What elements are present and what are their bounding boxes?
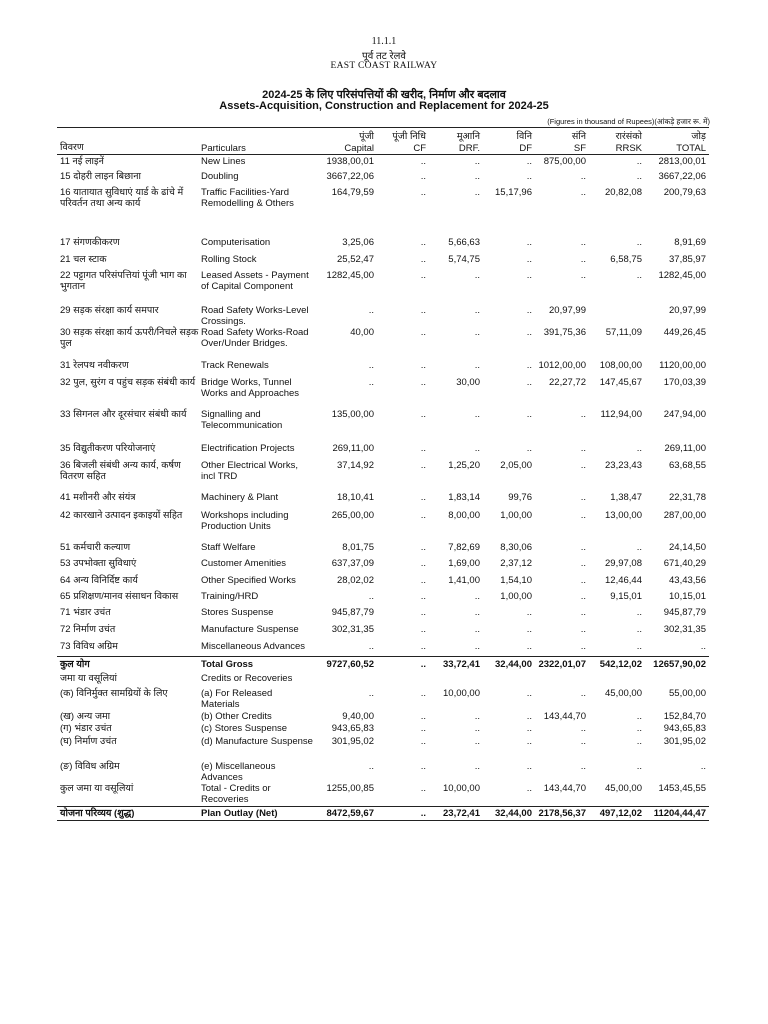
col-rrsk-hindi: रारंसंको bbox=[615, 131, 642, 142]
cell-df: .. bbox=[526, 641, 532, 652]
cell-capital: 269,11,00 bbox=[332, 443, 374, 454]
cell-df: 2,05,00 bbox=[500, 460, 532, 471]
cell-cf: .. bbox=[420, 270, 426, 281]
cell-df: 1,00,00 bbox=[500, 591, 532, 602]
row-hindi-desc: 29 सड़क संरक्षा कार्य समपार bbox=[60, 305, 159, 316]
cell-drf: .. bbox=[474, 443, 480, 454]
cell-sf: .. bbox=[580, 558, 586, 569]
cell-sf: .. bbox=[580, 270, 586, 281]
cell-rrsk: 20,82,08 bbox=[605, 187, 642, 198]
cell-sf: .. bbox=[580, 688, 586, 699]
cell-capital: .. bbox=[368, 377, 374, 388]
row-particulars: Computerisation bbox=[201, 237, 271, 248]
cell-sf: .. bbox=[580, 409, 586, 420]
cell-sf: 1012,00,00 bbox=[538, 360, 586, 371]
col-particulars: Particulars bbox=[201, 143, 246, 154]
cell-df: 1,54,10 bbox=[500, 575, 532, 586]
cell-capital: 637,37,09 bbox=[331, 558, 374, 569]
cell-capital: 3,25,06 bbox=[342, 237, 374, 248]
col-total: TOTAL bbox=[676, 143, 706, 154]
cell-drf: .. bbox=[474, 624, 480, 635]
cell-total: 43,43,56 bbox=[669, 575, 706, 586]
cell-cf: .. bbox=[420, 360, 426, 371]
cell-drf: .. bbox=[474, 761, 480, 772]
cell-cf: .. bbox=[420, 460, 426, 471]
cell-total: 302,31,35 bbox=[663, 624, 706, 635]
col-cf-hindi: पूंजी निधि bbox=[392, 131, 426, 142]
cell-cf: .. bbox=[420, 575, 426, 586]
cell-rrsk: .. bbox=[636, 736, 642, 747]
cell-rrsk: 13,00,00 bbox=[605, 510, 642, 521]
cell-sf: .. bbox=[580, 237, 586, 248]
row-particulars: Total Gross bbox=[201, 659, 254, 670]
row-particulars: Total - Credits or Recoveries bbox=[201, 783, 271, 805]
cell-sf: .. bbox=[580, 575, 586, 586]
cell-df: .. bbox=[526, 624, 532, 635]
cell-drf: 8,00,00 bbox=[448, 510, 480, 521]
cell-rrsk: .. bbox=[636, 270, 642, 281]
cell-drf: 1,69,00 bbox=[448, 558, 480, 569]
cell-rrsk: 45,00,00 bbox=[605, 783, 642, 794]
cell-capital: 164,79,59 bbox=[331, 187, 374, 198]
cell-cf: .. bbox=[420, 542, 426, 553]
cell-rrsk: .. bbox=[636, 624, 642, 635]
cell-total: 287,00,00 bbox=[663, 510, 706, 521]
col-capital: Capital bbox=[344, 143, 374, 154]
cell-sf: .. bbox=[580, 624, 586, 635]
cell-cf: .. bbox=[420, 305, 426, 316]
cell-sf: 143,44,70 bbox=[543, 783, 586, 794]
row-hindi-desc: 17 संगणकीकरण bbox=[60, 237, 120, 248]
cell-rrsk: 29,97,08 bbox=[605, 558, 642, 569]
row-particulars: Doubling bbox=[201, 171, 239, 182]
cell-sf: 20,97,99 bbox=[549, 305, 586, 316]
row-hindi-desc: कुल योग bbox=[60, 659, 90, 670]
row-particulars: Electrification Projects bbox=[201, 443, 295, 454]
cell-capital: 1255,00,85 bbox=[326, 783, 374, 794]
cell-total: 1282,45,00 bbox=[658, 270, 706, 281]
cell-total: 301,95,02 bbox=[663, 736, 706, 747]
cell-cf: .. bbox=[420, 492, 426, 503]
cell-drf: 30,00 bbox=[456, 377, 480, 388]
cell-total: 12657,90,02 bbox=[653, 659, 706, 670]
cell-drf: .. bbox=[474, 591, 480, 602]
cell-total: 22,31,78 bbox=[669, 492, 706, 503]
plan-outlay-rule bbox=[57, 806, 709, 807]
cell-df: 99,76 bbox=[508, 492, 532, 503]
row-hindi-desc: 51 कर्मचारी कल्याण bbox=[60, 542, 131, 553]
cell-total: 20,97,99 bbox=[669, 305, 706, 316]
cell-drf: .. bbox=[474, 409, 480, 420]
col-cf: CF bbox=[413, 143, 426, 154]
cell-rrsk: .. bbox=[636, 443, 642, 454]
cell-cf: .. bbox=[420, 510, 426, 521]
cell-total: .. bbox=[700, 761, 706, 772]
cell-rrsk: .. bbox=[636, 171, 642, 182]
cell-total: 945,87,79 bbox=[663, 607, 706, 618]
row-particulars: Miscellaneous Advances bbox=[201, 641, 306, 652]
row-hindi-desc: 11 नई लाइनें bbox=[60, 156, 104, 167]
row-hindi-desc: 42 कारखाने उत्पादन इकाइयों सहित bbox=[60, 510, 183, 521]
cell-cf: .. bbox=[420, 591, 426, 602]
cell-cf: .. bbox=[420, 736, 426, 747]
units-note: (Figures in thousand of Rupees)(आंकड़े हजार रू. में) bbox=[547, 117, 710, 126]
cell-cf: .. bbox=[420, 409, 426, 420]
cell-total: 2813,00,01 bbox=[658, 156, 706, 167]
row-hindi-desc: 73 विविध अग्रिम bbox=[60, 641, 118, 652]
row-hindi-desc: 22 पट्टागत परिसंपत्तियां पूंजी भाग का भुगतान bbox=[60, 270, 187, 292]
cell-df: .. bbox=[526, 171, 532, 182]
cell-cf: .. bbox=[420, 254, 426, 265]
cell-cf: .. bbox=[420, 624, 426, 635]
row-particulars: Staff Welfare bbox=[201, 542, 256, 553]
cell-capital: 28,02,02 bbox=[337, 575, 374, 586]
cell-sf: .. bbox=[580, 641, 586, 652]
row-hindi-desc: (ख) अन्य जमा bbox=[60, 711, 111, 722]
cell-cf: .. bbox=[420, 723, 426, 734]
row-hindi-desc: योजना परिव्यय (शुद्ध) bbox=[60, 808, 135, 819]
row-hindi-desc: 41 मशीनरी और संयंत्र bbox=[60, 492, 136, 503]
col-drf: DRF. bbox=[458, 143, 480, 154]
cell-sf: 2178,56,37 bbox=[538, 808, 586, 819]
cell-df: 2,37,12 bbox=[500, 558, 532, 569]
col-sf: SF bbox=[573, 143, 586, 154]
row-particulars: Other Electrical Works, incl TRD bbox=[201, 460, 298, 482]
cell-rrsk: 1,38,47 bbox=[610, 492, 642, 503]
cell-cf: .. bbox=[420, 783, 426, 794]
cell-cf: .. bbox=[420, 171, 426, 182]
cell-capital: 9727,60,52 bbox=[326, 659, 374, 670]
row-particulars: Stores Suspense bbox=[201, 607, 274, 618]
title-hindi: 2024-25 के लिए परिसंपत्तियों की खरीद, निर्माण और बदलाव bbox=[262, 89, 506, 101]
row-hindi-desc: 15 दोहरी लाइन बिछाना bbox=[60, 171, 141, 182]
cell-total: 3667,22,06 bbox=[658, 171, 706, 182]
cell-capital: 945,87,79 bbox=[331, 607, 374, 618]
cell-capital: 302,31,35 bbox=[331, 624, 374, 635]
cell-df: .. bbox=[526, 327, 532, 338]
cell-df: .. bbox=[526, 360, 532, 371]
cell-drf: 1,41,00 bbox=[448, 575, 480, 586]
cell-sf: 875,00,00 bbox=[543, 156, 586, 167]
cell-capital: 943,65,83 bbox=[331, 723, 374, 734]
cell-drf: .. bbox=[474, 723, 480, 734]
cell-rrsk: 57,11,09 bbox=[605, 327, 642, 338]
cell-df: 8,30,06 bbox=[500, 542, 532, 553]
cell-total: 37,85,97 bbox=[669, 254, 706, 265]
row-particulars: Signalling and Telecommunication bbox=[201, 409, 283, 431]
cell-total: 152,84,70 bbox=[663, 711, 706, 722]
row-hindi-desc: 21 चल स्टाक bbox=[60, 254, 107, 265]
cell-drf: .. bbox=[474, 360, 480, 371]
total-gross-rule bbox=[57, 656, 709, 657]
cell-df: .. bbox=[526, 377, 532, 388]
cell-rrsk: 12,46,44 bbox=[605, 575, 642, 586]
row-particulars: Workshops including Production Units bbox=[201, 510, 289, 532]
row-hindi-desc: 72 निर्माण उचंत bbox=[60, 624, 116, 635]
cell-rrsk: 23,23,43 bbox=[605, 460, 642, 471]
cell-rrsk: .. bbox=[636, 711, 642, 722]
cell-drf: 1,25,20 bbox=[448, 460, 480, 471]
cell-capital: .. bbox=[368, 688, 374, 699]
row-particulars: Credits or Recoveries bbox=[201, 673, 293, 684]
cell-rrsk: .. bbox=[636, 607, 642, 618]
col-hindi-desc: विवरण bbox=[60, 142, 84, 153]
cell-sf: .. bbox=[580, 591, 586, 602]
cell-total: 55,00,00 bbox=[669, 688, 706, 699]
cell-capital: 37,14,92 bbox=[337, 460, 374, 471]
cell-sf: .. bbox=[580, 607, 586, 618]
col-total-hindi: जोड़ bbox=[691, 131, 706, 142]
cell-sf: .. bbox=[580, 443, 586, 454]
row-hindi-desc: 16 यातायात सुविधाएं यार्ड के ढांचे में परिवर्तन तथा अन्य कार्य bbox=[60, 187, 184, 209]
cell-drf: 10,00,00 bbox=[443, 688, 480, 699]
cell-capital: 135,00,00 bbox=[331, 409, 374, 420]
row-hindi-desc: (ग) भंडार उचंत bbox=[60, 723, 112, 734]
cell-capital: 25,52,47 bbox=[337, 254, 374, 265]
table-bottom-rule bbox=[57, 820, 709, 821]
cell-total: 200,79,63 bbox=[663, 187, 706, 198]
cell-drf: .. bbox=[474, 327, 480, 338]
cell-df: .. bbox=[526, 783, 532, 794]
cell-drf: .. bbox=[474, 171, 480, 182]
cell-sf: .. bbox=[580, 510, 586, 521]
cell-rrsk: 542,12,02 bbox=[599, 659, 642, 670]
cell-cf: .. bbox=[420, 607, 426, 618]
cell-drf: 1,83,14 bbox=[448, 492, 480, 503]
row-hindi-desc: 64 अन्य विनिर्दिष्ट कार्य bbox=[60, 575, 138, 586]
cell-total: 247,94,00 bbox=[663, 409, 706, 420]
row-hindi-desc: 31 रेलपथ नवीकरण bbox=[60, 360, 129, 371]
cell-drf: .. bbox=[474, 270, 480, 281]
row-particulars: Manufacture Suspense bbox=[201, 624, 299, 635]
cell-drf: .. bbox=[474, 711, 480, 722]
cell-capital: 18,10,41 bbox=[337, 492, 374, 503]
row-hindi-desc: (ङ) विविध अग्रिम bbox=[60, 761, 120, 772]
cell-capital: 8,01,75 bbox=[342, 542, 374, 553]
cell-drf: 10,00,00 bbox=[443, 783, 480, 794]
col-rrsk: RRSK bbox=[615, 143, 642, 154]
cell-drf: 23,72,41 bbox=[443, 808, 480, 819]
row-hindi-desc: 35 विद्युतीकरण परियोजनाएं bbox=[60, 443, 156, 454]
cell-total: 24,14,50 bbox=[669, 542, 706, 553]
cell-cf: .. bbox=[420, 711, 426, 722]
cell-capital: 1282,45,00 bbox=[326, 270, 374, 281]
cell-capital: 265,00,00 bbox=[331, 510, 374, 521]
cell-drf: .. bbox=[474, 607, 480, 618]
cell-df: .. bbox=[526, 409, 532, 420]
row-particulars: Plan Outlay (Net) bbox=[201, 808, 278, 819]
cell-total: 943,65,83 bbox=[663, 723, 706, 734]
row-particulars: (c) Stores Suspense bbox=[201, 723, 288, 734]
cell-capital: 3667,22,06 bbox=[326, 171, 374, 182]
cell-capital: .. bbox=[368, 360, 374, 371]
cell-drf: 33,72,41 bbox=[443, 659, 480, 670]
row-hindi-desc: जमा या वसूलियां bbox=[60, 673, 118, 684]
cell-drf: .. bbox=[474, 736, 480, 747]
cell-sf: 391,75,36 bbox=[543, 327, 586, 338]
cell-rrsk: 497,12,02 bbox=[599, 808, 642, 819]
cell-capital: 301,95,02 bbox=[331, 736, 374, 747]
cell-cf: .. bbox=[420, 808, 426, 819]
cell-df: .. bbox=[526, 237, 532, 248]
cell-drf: .. bbox=[474, 187, 480, 198]
row-hindi-desc: 32 पुल, सुरंग व पहुंच सड़क संबंधी कार्य bbox=[60, 377, 196, 388]
cell-capital: 40,00 bbox=[350, 327, 374, 338]
row-particulars: Road Safety Works-Road Over/Under Bridges. bbox=[201, 327, 309, 349]
cell-cf: .. bbox=[420, 659, 426, 670]
cell-sf: .. bbox=[580, 542, 586, 553]
cell-total: 170,03,39 bbox=[663, 377, 706, 388]
cell-sf: .. bbox=[580, 761, 586, 772]
header-bottom-rule bbox=[57, 154, 709, 155]
row-particulars: (a) For Released Materials bbox=[201, 688, 273, 710]
cell-capital: .. bbox=[368, 641, 374, 652]
row-particulars: Track Renewals bbox=[201, 360, 269, 371]
cell-rrsk: 6,58,75 bbox=[610, 254, 642, 265]
cell-df: 15,17,96 bbox=[495, 187, 532, 198]
cell-df: .. bbox=[526, 270, 532, 281]
row-particulars: Other Specified Works bbox=[201, 575, 296, 586]
cell-sf: 22,27,72 bbox=[549, 377, 586, 388]
row-hindi-desc: 33 सिगनल और दूरसंचार संबंधी कार्य bbox=[60, 409, 187, 420]
cell-rrsk: 9,15,01 bbox=[610, 591, 642, 602]
cell-rrsk: 112,94,00 bbox=[600, 409, 642, 420]
cell-rrsk: .. bbox=[636, 641, 642, 652]
cell-total: 671,40,29 bbox=[663, 558, 706, 569]
row-particulars: Machinery & Plant bbox=[201, 492, 279, 503]
railway-name-english: EAST COAST RAILWAY bbox=[330, 61, 438, 71]
cell-rrsk: .. bbox=[636, 237, 642, 248]
row-hindi-desc: 30 सड़क संरक्षा कार्य ऊपरी/निचले सड़क पुल bbox=[60, 327, 199, 349]
cell-df: .. bbox=[526, 443, 532, 454]
cell-rrsk: .. bbox=[636, 542, 642, 553]
cell-capital: 9,40,00 bbox=[342, 711, 374, 722]
cell-cf: .. bbox=[420, 327, 426, 338]
row-particulars: Traffic Facilities-Yard Remodelling & Others bbox=[201, 187, 294, 209]
cell-drf: 5,66,63 bbox=[448, 237, 480, 248]
cell-cf: .. bbox=[420, 761, 426, 772]
cell-capital: 8472,59,67 bbox=[326, 808, 374, 819]
cell-total: 8,91,69 bbox=[674, 237, 706, 248]
cell-total: .. bbox=[700, 641, 706, 652]
row-hindi-desc: 53 उपभोक्ता सुविधाएं bbox=[60, 558, 137, 569]
cell-cf: .. bbox=[420, 237, 426, 248]
railway-name-hindi: पूर्व तट रेलवे bbox=[362, 51, 406, 62]
cell-df: .. bbox=[526, 723, 532, 734]
cell-sf: .. bbox=[580, 460, 586, 471]
row-hindi-desc: (क) विनिर्मुक्त सामग्रियों के लिए bbox=[60, 688, 168, 699]
cell-capital: .. bbox=[368, 761, 374, 772]
cell-drf: .. bbox=[474, 641, 480, 652]
cell-cf: .. bbox=[420, 688, 426, 699]
cell-df: 32,44,00 bbox=[495, 659, 532, 670]
cell-df: 1,00,00 bbox=[500, 510, 532, 521]
cell-total: 10,15,01 bbox=[669, 591, 706, 602]
row-particulars: (e) Miscellaneous Advances bbox=[201, 761, 276, 783]
cell-total: 1120,00,00 bbox=[659, 360, 706, 371]
cell-capital: .. bbox=[368, 591, 374, 602]
col-sf-hindi: संनि bbox=[571, 131, 586, 142]
cell-df: .. bbox=[526, 305, 532, 316]
cell-rrsk: .. bbox=[636, 761, 642, 772]
cell-df: .. bbox=[526, 156, 532, 167]
row-hindi-desc: (घ) निर्माण उचंत bbox=[60, 736, 117, 747]
cell-df: .. bbox=[526, 761, 532, 772]
cell-sf: .. bbox=[580, 254, 586, 265]
cell-rrsk: .. bbox=[636, 156, 642, 167]
row-particulars: Training/HRD bbox=[201, 591, 259, 602]
row-particulars: Customer Amenities bbox=[201, 558, 287, 569]
cell-cf: .. bbox=[420, 641, 426, 652]
cell-df: .. bbox=[526, 607, 532, 618]
cell-drf: .. bbox=[474, 156, 480, 167]
cell-sf: .. bbox=[580, 723, 586, 734]
cell-rrsk: .. bbox=[636, 723, 642, 734]
cell-total: 11204,44,47 bbox=[653, 808, 706, 819]
cell-sf: .. bbox=[580, 492, 586, 503]
row-hindi-desc: कुल जमा या वसूलियां bbox=[60, 783, 134, 794]
row-particulars: New Lines bbox=[201, 156, 246, 167]
row-hindi-desc: 65 प्रशिक्षण/मानव संसाधन विकास bbox=[60, 591, 179, 602]
cell-sf: .. bbox=[580, 736, 586, 747]
cell-sf: .. bbox=[580, 187, 586, 198]
cell-df: .. bbox=[526, 711, 532, 722]
cell-total: 449,26,45 bbox=[663, 327, 706, 338]
cell-total: 63,68,55 bbox=[669, 460, 706, 471]
cell-rrsk: 108,00,00 bbox=[599, 360, 642, 371]
cell-rrsk: 147,45,67 bbox=[599, 377, 642, 388]
row-particulars: Rolling Stock bbox=[201, 254, 257, 265]
cell-df: .. bbox=[526, 736, 532, 747]
cell-cf: .. bbox=[420, 377, 426, 388]
cell-sf: 143,44,70 bbox=[543, 711, 586, 722]
cell-cf: .. bbox=[420, 558, 426, 569]
row-particulars: Bridge Works, Tunnel Works and Approaches bbox=[201, 377, 300, 399]
row-hindi-desc: 36 बिजली संबंधी अन्य कार्य, कर्षण वितरण सहित bbox=[60, 460, 181, 482]
cell-df: 32,44,00 bbox=[495, 808, 532, 819]
title-english: Assets-Acquisition, Construction and Replacement for 2024-25 bbox=[219, 100, 549, 112]
document-code: 11.1.1 bbox=[371, 36, 397, 47]
cell-total: 1453,45,55 bbox=[658, 783, 706, 794]
row-particulars: (d) Manufacture Suspense bbox=[201, 736, 313, 747]
cell-drf: 7,82,69 bbox=[448, 542, 480, 553]
row-particulars: Road Safety Works-Level Crossings. bbox=[201, 305, 309, 327]
cell-cf: .. bbox=[420, 156, 426, 167]
cell-drf: 5,74,75 bbox=[448, 254, 480, 265]
cell-sf: 2322,01,07 bbox=[538, 659, 586, 670]
cell-rrsk: 45,00,00 bbox=[605, 688, 642, 699]
cell-capital: .. bbox=[368, 305, 374, 316]
cell-df: .. bbox=[526, 688, 532, 699]
col-df: DF bbox=[519, 143, 532, 154]
cell-drf: .. bbox=[474, 305, 480, 316]
table-top-rule bbox=[57, 127, 709, 128]
cell-cf: .. bbox=[420, 443, 426, 454]
cell-total: 269,11,00 bbox=[664, 443, 706, 454]
col-drf-hindi: मूआनि bbox=[456, 131, 480, 142]
row-hindi-desc: 71 भंडार उचंत bbox=[60, 607, 111, 618]
cell-capital: 1938,00,01 bbox=[326, 156, 374, 167]
row-particulars: (b) Other Credits bbox=[201, 711, 272, 722]
col-df-hindi: विनि bbox=[516, 131, 532, 142]
cell-df: .. bbox=[526, 254, 532, 265]
row-particulars: Leased Assets - Payment of Capital Component bbox=[201, 270, 309, 292]
col-capital-hindi: पूंजी bbox=[359, 131, 374, 142]
cell-cf: .. bbox=[420, 187, 426, 198]
cell-sf: .. bbox=[580, 171, 586, 182]
